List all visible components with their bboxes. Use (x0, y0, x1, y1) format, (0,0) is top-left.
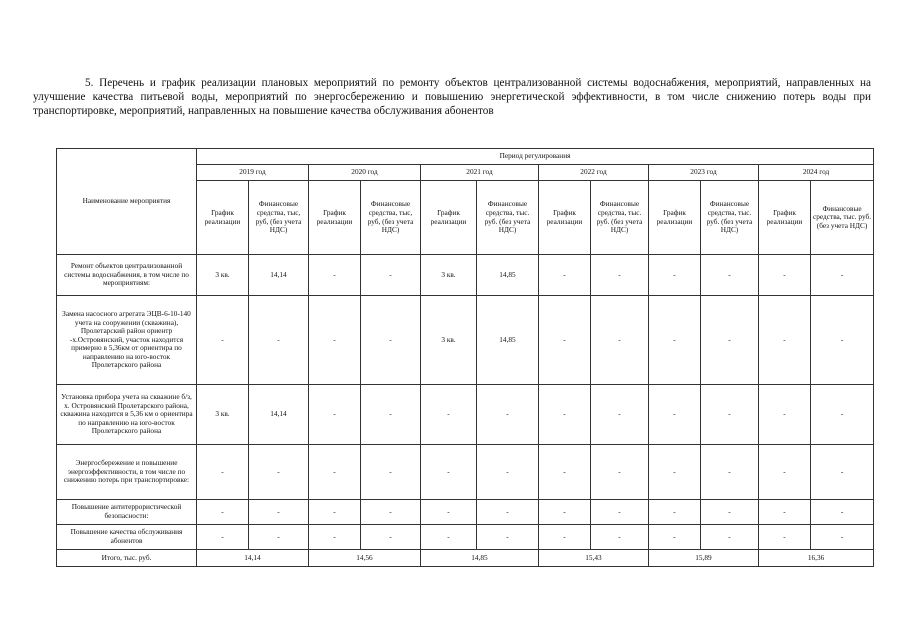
table-cell: - (759, 500, 811, 525)
table-cell: - (539, 296, 591, 385)
table-cell: - (649, 500, 701, 525)
table-cell: - (309, 500, 361, 525)
table-row (57, 500, 874, 525)
measure-name: Установка прибора учета на скважине б/з, х. Островянский Пролетарского района, скважина находится в 5,36 км о ориентира по направлению на юго-восток Пролетарского района (57, 385, 197, 445)
table-cell: 3 кв. (421, 296, 477, 385)
table-cell: - (361, 385, 421, 445)
measure-name: Замена насосного агрегата ЭЦВ-6-10-140 учета на сооружении (скважина), Пролетарский район ориентр -х.Островянский, участок находится примерно в 5,36км от ориентира по направлению на юго-восток Пролетарского района (57, 296, 197, 385)
table-cell: - (361, 525, 421, 550)
total-cell: 16,36 (759, 550, 874, 567)
table-cell: - (539, 500, 591, 525)
table-cell: - (649, 445, 701, 500)
table-cell: - (477, 445, 539, 500)
table-cell: - (539, 255, 591, 296)
table-cell: - (701, 445, 759, 500)
table-cell: 14,85 (477, 255, 539, 296)
funds-header: Финансовые средства, тыс. руб. (без учета НДС) (701, 181, 759, 255)
year-header: 2024 год (759, 165, 874, 181)
funds-header: Финансовые средства, тыс, руб, (без учета НДС) (361, 181, 421, 255)
table-cell: - (309, 525, 361, 550)
table-cell: - (701, 500, 759, 525)
table-cell: - (649, 255, 701, 296)
table-cell: - (421, 525, 477, 550)
table-cell: - (249, 500, 309, 525)
funds-header: Финансовые средства, тыс. руб. (без учета НДС) (591, 181, 649, 255)
table-cell: - (591, 255, 649, 296)
table-cell: 14,85 (477, 296, 539, 385)
table-cell: - (309, 445, 361, 500)
year-header: 2019 год (197, 165, 309, 181)
table-cell: - (309, 296, 361, 385)
table-cell: - (811, 500, 874, 525)
header-row-period (57, 149, 874, 165)
table-cell: - (477, 385, 539, 445)
total-cell: 14,56 (309, 550, 421, 567)
year-header: 2021 год (421, 165, 539, 181)
total-cell: 15,89 (649, 550, 759, 567)
table-cell: - (811, 255, 874, 296)
table-cell: - (591, 525, 649, 550)
table-cell: - (477, 525, 539, 550)
funds-header: Финансовые средства, тыс. руб. (без учета НДС) (811, 181, 874, 255)
funds-header: Финансовые средства, тыс. руб. (без учета НДС) (477, 181, 539, 255)
table-cell: - (249, 445, 309, 500)
period-header: Период регулирования (197, 149, 874, 165)
table-cell: 3 кв. (197, 255, 249, 296)
schedule-header: График реализации (197, 181, 249, 255)
table-cell: - (811, 385, 874, 445)
table-cell: - (759, 296, 811, 385)
table-cell: - (539, 445, 591, 500)
table-cell: - (539, 385, 591, 445)
measures-table (56, 148, 874, 567)
year-header: 2022 год (539, 165, 649, 181)
schedule-header: График реализации (759, 181, 811, 255)
table-cell: - (361, 445, 421, 500)
table-cell: - (811, 445, 874, 500)
table-cell: - (361, 500, 421, 525)
table-cell: - (759, 525, 811, 550)
measure-name: Повышение качества обслуживания абонентов (57, 525, 197, 550)
table-cell: - (811, 296, 874, 385)
table-cell: - (539, 525, 591, 550)
section-heading: 5. Перечень и график реализации плановых мероприятий по ремонту объектов централизованной системы водоснабжения, мероприятий, направленных на улучшение качества питьевой воды, мероприятий по энергосбережению и повышению энергетической эффективности, в том числе снижению потерь воды при транспортировке, мероприятий, направленных на повышение качества обслуживания абонентов (33, 77, 871, 117)
schedule-header: График реализации (309, 181, 361, 255)
table-row (57, 296, 874, 385)
table-cell: 3 кв. (197, 385, 249, 445)
table-row (57, 255, 874, 296)
table-cell: 14,14 (249, 255, 309, 296)
schedule-header: График реализации (649, 181, 701, 255)
table-cell: - (197, 296, 249, 385)
table-cell: - (591, 385, 649, 445)
table-cell: - (249, 296, 309, 385)
total-row (57, 550, 874, 567)
table-cell: - (197, 525, 249, 550)
table-cell: - (591, 296, 649, 385)
table-cell: - (811, 525, 874, 550)
schedule-header: График реализации (421, 181, 477, 255)
funds-header: Финансовые средства, тыс, руб, (без учета НДС) (249, 181, 309, 255)
table-cell: - (249, 525, 309, 550)
table-cell: - (701, 296, 759, 385)
table-cell: - (197, 445, 249, 500)
measure-name: Энергосбережение и повышение энергоэффективности, в том числе по снижению потерь при транспортировке: (57, 445, 197, 500)
table-cell: - (759, 385, 811, 445)
table-cell: - (309, 385, 361, 445)
table-cell: - (421, 500, 477, 525)
total-label: Итого, тыс. руб. (57, 550, 197, 567)
table-cell: 14,14 (249, 385, 309, 445)
table-row (57, 525, 874, 550)
table-cell: - (361, 255, 421, 296)
table-cell: - (649, 525, 701, 550)
table-cell: - (649, 296, 701, 385)
table-cell: - (421, 385, 477, 445)
table-cell: - (649, 385, 701, 445)
table-cell: 3 кв. (421, 255, 477, 296)
table-cell: - (591, 445, 649, 500)
table-cell: - (591, 500, 649, 525)
table-cell: - (701, 525, 759, 550)
measure-name: Повышение антитеррористической безопасности: (57, 500, 197, 525)
table-cell: - (421, 445, 477, 500)
measure-name: Ремонт объектов централизованной системы водоснабжения, в том числе по мероприятиям: (57, 255, 197, 296)
schedule-header: График реализации (539, 181, 591, 255)
year-header: 2023 год (649, 165, 759, 181)
table-cell: - (759, 255, 811, 296)
table-cell: - (701, 385, 759, 445)
table-cell: - (759, 445, 811, 500)
table-cell: - (477, 500, 539, 525)
total-cell: 14,85 (421, 550, 539, 567)
total-cell: 15,43 (539, 550, 649, 567)
measure-name-header: Наименование мероприятия (57, 149, 197, 255)
year-header: 2020 год (309, 165, 421, 181)
table-cell: - (361, 296, 421, 385)
table-cell: - (701, 255, 759, 296)
table-row (57, 385, 874, 445)
total-cell: 14,14 (197, 550, 309, 567)
table-cell: - (309, 255, 361, 296)
table-cell: - (197, 500, 249, 525)
table-row (57, 445, 874, 500)
